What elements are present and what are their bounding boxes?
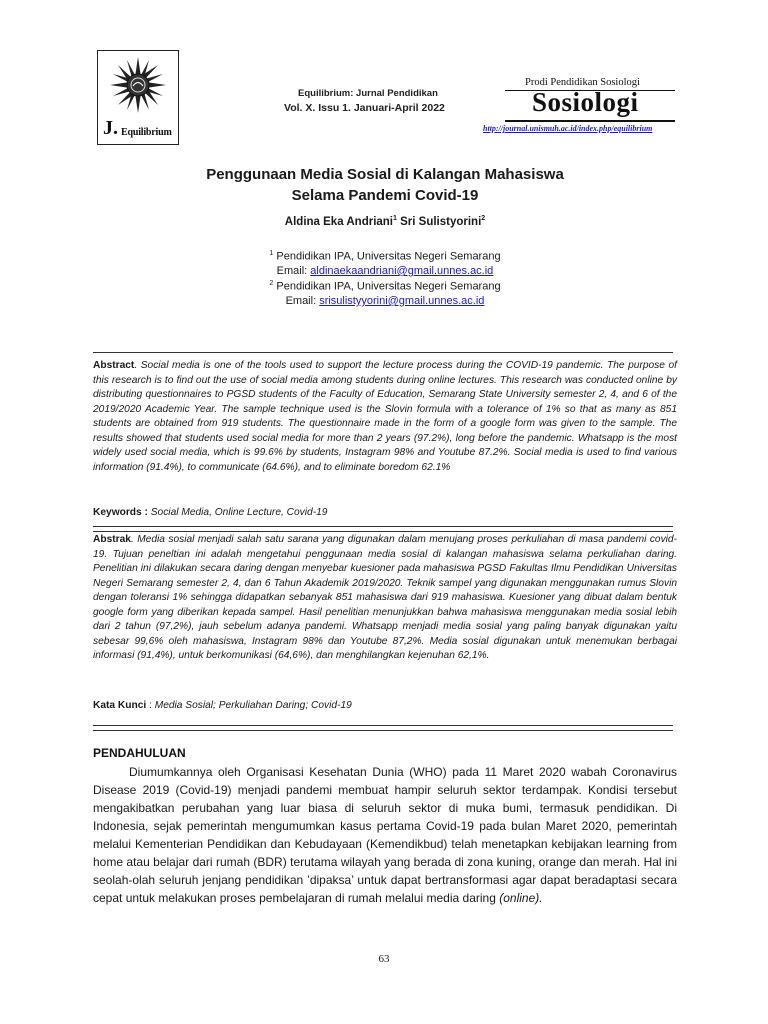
keywords-value: Social Media, Online Lecture, Covid-19 (150, 507, 328, 518)
affiliation-2-email (150, 295, 620, 307)
paper-authors (150, 215, 620, 228)
intro-text: Diumumkannya oleh Organisasi Kesehatan Dunia (WHO) pada 11 Maret 2020 wabah Coronavirus Disease 2019 (Covid-19) menjadi pandemi membuat hampir seluruh sektor terdampak. Kondisi tersebut mengakibatkan perubahan yang luar biasa di seluruh sektor di muka bumi, termasuk pendidikan. Di Indonesia, sejak pemerintah mengumumkan kasus pertama Covid-19 pada bulan Maret 2020, pemerintah melalui Kementerian Pendidikan dan Kebudayaan (Kemendikbud) telah menetapkan kebijakan learning from home atau belajar dari rumah (BDR) terutama wilayah yang berada di zona kuning, orange dan merah. Hal ini seolah-olah seluruh jenjang pendidikan ’dipaksa’ untuk dapat bertransformasi agar dapat beradaptasi secara cepat untuk melakukan proses pembelajaran di rumah melalui media daring (93, 765, 677, 905)
logo-letter: J. (103, 117, 118, 139)
journal-logo (97, 50, 179, 145)
paper-title-line-2: Selama Pandemi Covid-19 (291, 187, 479, 204)
email-link[interactable]: aldinaekaandriani@gmail.unnes.ac.id (310, 265, 494, 277)
logo-word: Equilibrium (121, 127, 172, 138)
keywords-id (93, 700, 677, 711)
intro-paragraph (93, 763, 677, 907)
author-name: Aldina Eka Andriani (284, 215, 394, 228)
author-sup: 2 (481, 215, 486, 222)
abstrak-label: Abstrak (93, 534, 131, 545)
paper-title-line-1: Penggunaan Media Sosial di Kalangan Mahasiswa (206, 166, 564, 183)
header-rule-thick (505, 120, 675, 122)
affiliation-2 (150, 280, 620, 293)
sun-emblem-icon (108, 55, 168, 115)
abstract-id (93, 533, 677, 664)
affiliation-sup: 1 (269, 250, 274, 257)
author-name: Sri Sulistyorini (400, 215, 482, 228)
abstrak-bottom-rule (93, 725, 673, 731)
abstract-en (93, 359, 677, 475)
affiliation-institution: Pendidikan IPA, Universitas Negeri Semarang (276, 280, 501, 293)
kata-kunci-sep: : (146, 700, 155, 711)
brand-title: Sosiologi (532, 87, 639, 117)
abstract-top-rule (93, 352, 673, 353)
abstract-body: . Social media is one of the tools used to support the lecture process during the COVID-19 pandemic. The purpose of this research is to find out the use of social media among students during online lectures. This research was conducted online by distributing questionnaires to PGSD students of the Faculty of Education, Semarang State University semester 2, 4, and 6 of the 2019/2020 Academic Year. The sample technique used is the Slovin formula with a tolerance of 1% so that as many as 851 students are obtained from 919 students. The questionnaire made in the form of a google form was given to the sample. The results showed that students used social media for more than 2 years (97.2%), long before the pandemic. Whatsapp is the most widely used social media, which is 99.6% by students, Instagram 98% and Youtube 87.2%. Social media is used to find various information (91.4%), to communicate (64.6%), and to eliminate boredom 62.1% (93, 360, 677, 473)
affiliation-1 (150, 250, 620, 263)
intro-text-end: (online). (499, 891, 543, 905)
email-link[interactable]: srisulistyyorini@gmail.unnes.ac.id (319, 295, 485, 307)
kata-kunci-value: Media Sosial; Perkuliahan Daring; Covid-19 (154, 700, 352, 711)
affiliation-institution: Pendidikan IPA, Universitas Negeri Semarang (276, 250, 501, 263)
section-heading: PENDAHULUAN (93, 746, 186, 760)
journal-name: Equilibrium: Jurnal Pendidikan (298, 88, 438, 99)
author-sup: 1 (393, 215, 397, 222)
abstract-label: Abstract (93, 360, 135, 371)
journal-url-link[interactable]: http://journal.unismuh.ac.id/index.php/equilibrium (483, 124, 653, 133)
prodi-label: Prodi Pendidikan Sosiologi (525, 77, 640, 88)
paper-title (150, 164, 620, 206)
kata-kunci-label: Kata Kunci (93, 700, 147, 711)
logo-text (101, 119, 175, 141)
keywords-label: Keywords : (93, 507, 151, 518)
journal-volume: Vol. X. Issu 1. Januari-April 2022 (284, 102, 445, 114)
page-number: 63 (378, 953, 390, 965)
affiliation-sup: 2 (269, 280, 274, 287)
email-label: Email: (276, 265, 311, 277)
affiliation-1-email (150, 265, 620, 277)
email-label: Email: (285, 295, 320, 307)
keywords-en (93, 507, 677, 518)
abstrak-body: . Media sosial menjadi salah satu sarana yang digunakan dalam menujang proses perkuliahan di masa pandemi covid-19. Tujuan peneltian ini adalah mengetahui penggunaan media sosial di kalangan mahasiswa selama perkuliahan daring. Penelitian ini dilakukan secara daring dengan menyebar kuesioner pada mahasiswa PGSD Fakultas Ilmu Pendidikan Universitas Negeri Semarang semester 2, 4, dan 6 Tahun Akademik 2019/2020. Teknik sampel yang digunakan menggunakan rumus Slovin dengan toleransi 1% sehingga didapatkan sebanyak 851 mahasiswa dari 919 mahasiswa. Kuesioner yang dibuat dalam bentuk google form yang diberikan kepada sampel. Hasil penelitian menunjukkan bahwa mahasiswa menggunakan media sosial lebih dari 2 tahun (97,2%), jauh sebelum adanya pandemi. Whatsapp menjadi media sosial yang paling banyak digunakan yaitu sebesar 99,6% oleh mahasiswa, Instagram 98% dan Youtube 87,2%. Media sosial digunakan untuk menemukan berbagai informasi (91,4%), untuk berkomunikasi (64,6%), dan menghilangkan kejenuhan 62,1%. (93, 534, 677, 661)
abstract-divider (93, 526, 673, 532)
